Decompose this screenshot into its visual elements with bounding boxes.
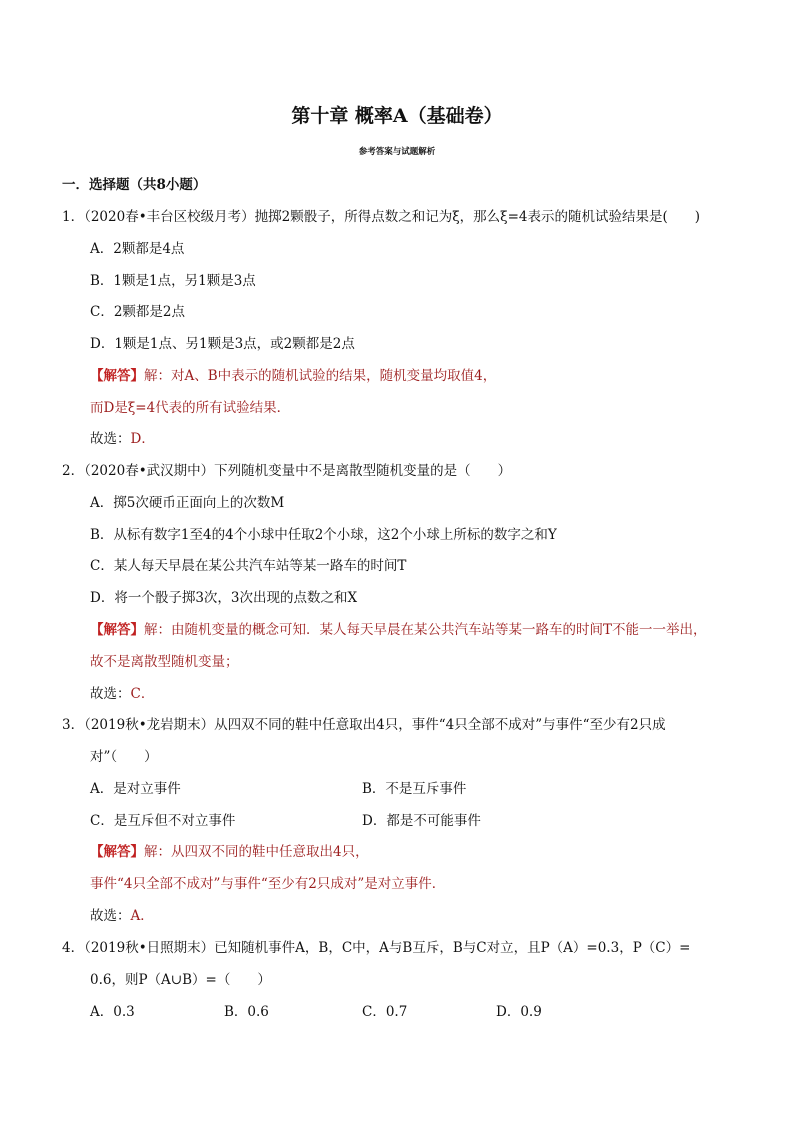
question-2-choice <box>90 685 154 703</box>
question-2-option-b: B．从标有数字1至4的4个小球中任取2个小球，这2个小球上所标的数字之和Y <box>90 527 557 543</box>
choice-prefix: 故选： <box>90 686 131 702</box>
question-1-option-a: A．2颗都是4点 <box>90 241 185 257</box>
question-3-option-b: B．不是互斥事件 <box>362 781 467 797</box>
choice-prefix: 故选： <box>90 431 131 447</box>
question-4-stem-line-2: 0.6，则P（A∪B）=（ ） <box>90 972 271 988</box>
question-1-stem: 1．（2020春•丰台区校级月考）抛掷2颗骰子，所得点数之和记为ξ，那么ξ=4表示的随机试验结果是( ) <box>62 209 701 225</box>
question-4-option-d: D．0.9 <box>496 1004 542 1020</box>
question-1-option-b: B．1颗是1点，另1颗是3点 <box>90 273 256 289</box>
question-3-option-a: A．是对立事件 <box>90 781 181 797</box>
question-2-option-c: C．某人每天早晨在某公共汽车站等某一路车的时间T <box>90 558 407 574</box>
choice-letter: D． <box>130 431 155 447</box>
answer-tag: 【解答】 <box>90 368 144 384</box>
question-4-option-b: B．0.6 <box>224 1004 269 1020</box>
question-3-answer-line-2: 事件“4只全部不成对”与事件“至少有2只成对”是对立事件． <box>90 876 446 892</box>
answer-text: 解：从四双不同的鞋中任意取出4只， <box>144 844 369 860</box>
answer-tag: 【解答】 <box>90 622 144 638</box>
choice-letter: C． <box>130 686 155 702</box>
section-heading: 一．选择题（共8小题） <box>62 177 207 193</box>
answer-text: 解：对A、B中表示的随机试验的结果，随机变量均取值4， <box>144 368 497 384</box>
question-3-answer-line-1 <box>90 843 369 861</box>
question-2-answer-line-1 <box>90 621 707 639</box>
question-1-choice <box>90 430 155 448</box>
page-subtitle: 参考答案与试题解析 <box>358 147 436 157</box>
question-4-option-a: A．0.3 <box>90 1004 135 1020</box>
choice-prefix: 故选： <box>90 908 131 924</box>
answer-text: 解：由随机变量的概念可知．某人每天早晨在某公共汽车站等某一路车的时间T不能一一举出， <box>144 622 707 638</box>
question-3-choice <box>90 907 154 925</box>
question-3-stem-line-2: 对”（ ） <box>90 749 158 765</box>
question-4-stem-line-1: 4．（2019秋•日照期末）已知随机事件A，B，C中，A与B互斥，B与C对立，且P（A）=0.3，P（C）= <box>62 940 691 956</box>
question-3-option-c: C．是互斥但不对立事件 <box>90 813 236 829</box>
choice-letter: A． <box>130 908 154 924</box>
question-2-stem: 2．（2020春•武汉期中）下列随机变量中不是离散型随机变量的是（ ） <box>62 463 512 479</box>
question-1-answer-line-1 <box>90 367 496 385</box>
question-2-option-a: A．掷5次硬币正面向上的次数M <box>90 495 285 511</box>
question-2-answer-line-2: 故不是离散型随机变量； <box>90 654 239 670</box>
answer-tag: 【解答】 <box>90 844 144 860</box>
question-1-answer-line-2: 而D是ξ=4代表的所有试验结果． <box>90 400 291 416</box>
question-3-stem-line-1: 3．（2019秋•龙岩期末）从四双不同的鞋中任意取出4只，事件“4只全部不成对”与事件“至少有2只成 <box>62 717 666 733</box>
question-3-option-d: D．都是不可能事件 <box>362 813 481 829</box>
question-2-option-d: D．将一个骰子掷3次，3次出现的点数之和X <box>90 590 358 606</box>
page-title: 第十章 概率A（基础卷） <box>291 105 503 127</box>
question-1-option-c: C．2颗都是2点 <box>90 304 186 320</box>
question-1-option-d: D．1颗是1点、另1颗是3点，或2颗都是2点 <box>90 336 355 352</box>
question-4-option-c: C．0.7 <box>362 1004 408 1020</box>
